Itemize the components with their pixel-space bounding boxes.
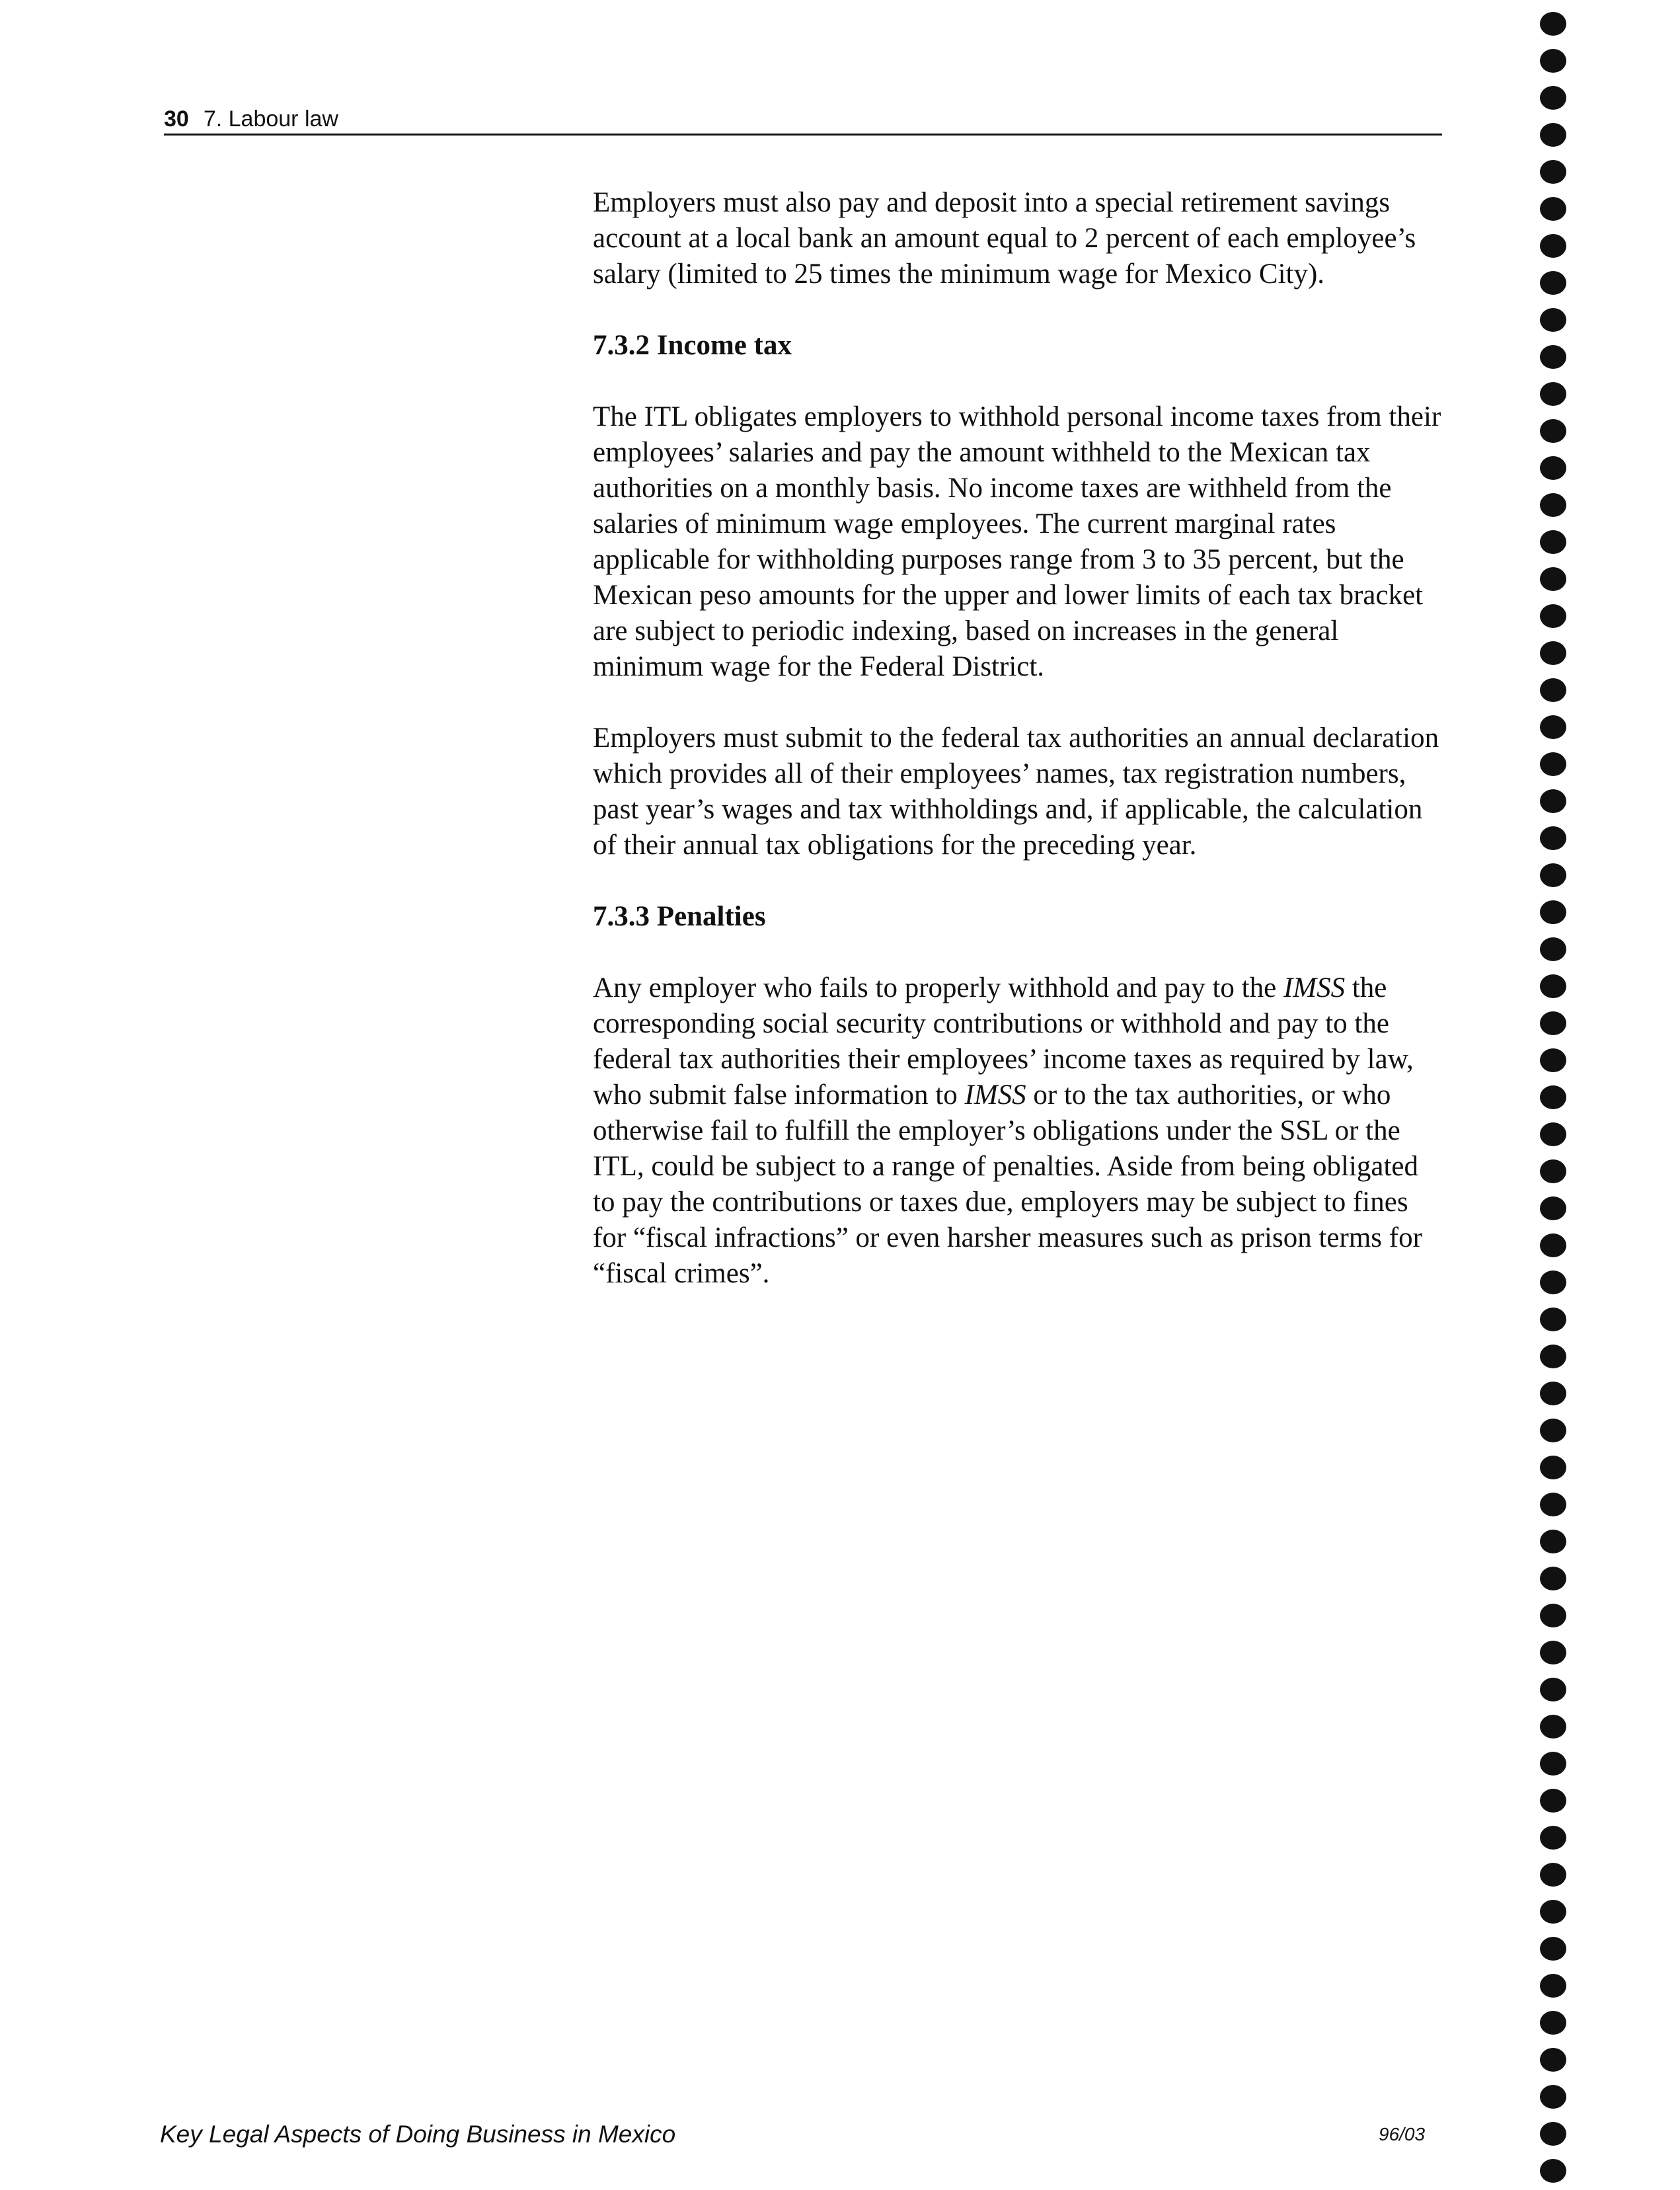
binding-hole (1540, 271, 1566, 295)
page-number: 30 (164, 106, 189, 132)
binding-hole (1540, 197, 1566, 221)
binding-hole (1540, 530, 1566, 554)
binding-hole (1540, 1789, 1566, 1813)
chapter-title: 7. Labour law (203, 106, 338, 132)
binding-hole (1540, 234, 1566, 258)
binding-hole (1540, 382, 1566, 406)
binding-hole (1540, 2085, 1566, 2109)
binding-hole (1540, 49, 1566, 73)
binding-hole (1540, 1196, 1566, 1220)
binding-hole (1540, 1493, 1566, 1516)
footer-date: 96/03 (1379, 2124, 1426, 2144)
main-content (593, 185, 1445, 1327)
binding-hole (1540, 789, 1566, 813)
binding-hole (1540, 752, 1566, 776)
binding-hole (1540, 1567, 1566, 1590)
binding-hole (1540, 1678, 1566, 1701)
binding-hole (1540, 1382, 1566, 1405)
binding-hole (1540, 900, 1566, 924)
penalties-text-part-2: the corresponding social security contributions or withhold and pay to the federal tax authorities their employees’ income taxes as required by law, who submit false information to (593, 972, 1414, 1111)
binding-hole (1540, 12, 1566, 36)
binding-hole (1540, 678, 1566, 702)
binding-hole (1540, 456, 1566, 480)
binding-hole (1540, 937, 1566, 961)
binding-hole (1540, 1715, 1566, 1739)
binding-hole (1540, 1900, 1566, 1924)
penalties-text-part-3: or to the tax authorities, or who otherwise fail to fulfill the employer’s obligations under the SSL or the ITL, could be subject to a range of penalties. Aside from being obligated to pay the contributions or taxes due, employers may be subject to fines for “fiscal infractions” or even harsher measures such as prison terms for “fiscal crimes”. (593, 1079, 1422, 1289)
binding-hole (1540, 1974, 1566, 1998)
footer-book-title: Key Legal Aspects of Doing Business in Mexico (160, 2121, 676, 2148)
binding-hole (1540, 345, 1566, 369)
paragraph-itl-withholding: The ITL obligates employers to withhold personal income taxes from their employees’ salaries and pay the amount withheld to the Mexican tax authorities on a monthly basis. No income taxes are withheld from the salaries of minimum wage employees. The current marginal rates applicable for withholding purposes range from 3 to 35 percent, but the Mexican peso amounts for the upper and lower limits of each tax bracket are subject to periodic indexing, based on increases in the general minimum wage for the Federal District. (593, 401, 1441, 682)
binding-hole (1540, 863, 1566, 887)
binding-hole (1540, 493, 1566, 517)
binding-hole (1540, 1085, 1566, 1109)
imss-term: IMSS (1283, 972, 1346, 1003)
binding-hole (1540, 1159, 1566, 1183)
binding-hole (1540, 1048, 1566, 1072)
binding-hole (1540, 1233, 1566, 1257)
binding-hole (1540, 419, 1566, 443)
binding-hole (1540, 1863, 1566, 1887)
binding-hole (1540, 641, 1566, 665)
binding-hole (1540, 2159, 1566, 2183)
binding-hole (1540, 1011, 1566, 1035)
binding-hole (1540, 160, 1566, 184)
binding-hole (1540, 1122, 1566, 1146)
binding-hole (1540, 1308, 1566, 1331)
binding-hole (1540, 2122, 1566, 2146)
binding-hole (1540, 2048, 1566, 2072)
binding-hole (1540, 1456, 1566, 1479)
binding-hole (1540, 86, 1566, 110)
binding-hole (1540, 1271, 1566, 1294)
heading-penalties: 7.3.3 Penalties (593, 901, 766, 932)
binding-hole (1540, 1937, 1566, 1961)
paragraph-penalties (593, 970, 1445, 1292)
binding-hole (1540, 604, 1566, 628)
spiral-binding-holes (1540, 0, 1606, 2190)
binding-hole (1540, 123, 1566, 147)
binding-hole (1540, 1604, 1566, 1627)
paragraph-annual-declaration: Employers must submit to the federal tax authorities an annual declaration which provides all of their employees’ names, tax registration numbers, past year’s wages and tax withholdings and, if applicable, the calculation of their annual tax obligations for the preceding year. (593, 723, 1439, 861)
binding-hole (1540, 715, 1566, 739)
heading-income-tax: 7.3.2 Income tax (593, 330, 792, 361)
binding-hole (1540, 1752, 1566, 1776)
binding-hole (1540, 1345, 1566, 1368)
imss-term: IMSS (964, 1079, 1026, 1111)
binding-hole (1540, 1641, 1566, 1664)
page-header (164, 104, 1442, 136)
binding-hole (1540, 1826, 1566, 1850)
binding-hole (1540, 974, 1566, 998)
binding-hole (1540, 1530, 1566, 1553)
paragraph-retirement-savings: Employers must also pay and deposit into a special retirement savings account at a local bank an amount equal to 2 percent of each employee’s salary (limited to 25 times the minimum wage for Mexico City). (593, 187, 1416, 290)
binding-hole (1540, 567, 1566, 591)
penalties-text-part-1: Any employer who fails to properly withhold and pay to the (593, 972, 1283, 1003)
binding-hole (1540, 308, 1566, 332)
binding-hole (1540, 2011, 1566, 2035)
binding-hole (1540, 1419, 1566, 1442)
binding-hole (1540, 826, 1566, 850)
